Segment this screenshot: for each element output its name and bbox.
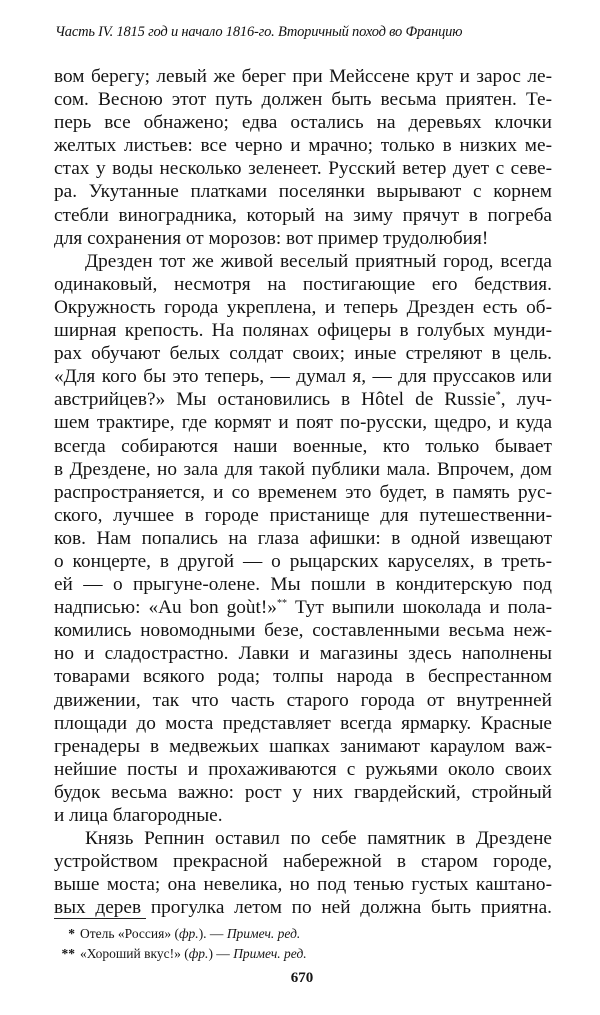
text-line: движении, так что часть старого города от внутренней — [54, 689, 552, 711]
footnote-mark: ** — [61, 946, 75, 961]
footnote-ref-2[interactable]: ** — [276, 598, 287, 610]
footnote-text: Отель «Россия» ( — [80, 926, 179, 941]
footnote-editor-note: Примеч. ред. — [226, 926, 301, 941]
line-text-after: , луч- — [500, 389, 552, 411]
text-line: площади до моста представляет всегда ярмарку. Красные — [54, 712, 552, 734]
footnote-text-mid: ) — — [208, 946, 234, 961]
text-line: ков. Нам попались на глаза афишки: в одной извещают — [54, 527, 552, 549]
line-text-after: Тут выпили шоколада и пола- — [286, 597, 552, 619]
text-line: выше моста; она невелика, но под тенью густых каштано- — [54, 874, 552, 896]
text-line: рах обучают белых солдат своих; иные стреляют в цель. — [54, 343, 552, 365]
text-line-with-footnote-ref — [54, 596, 552, 619]
text-line: стах у воды несколько зеленеет. Русский ветер дует с севе- — [54, 158, 552, 180]
paragraph-start-line: Дрезден тот же живой веселый приятный город, всегда — [85, 250, 552, 272]
line-text-before: австрийцев?» Мы остановились в Hôtel de Russie — [54, 389, 496, 411]
text-line: ширная крепость. На полянах офицеры в голубых мунди- — [54, 320, 552, 342]
text-line-with-footnote-ref — [54, 388, 552, 411]
running-head: Часть IV. 1815 год и начало 1816-го. Вторичный поход во Францию — [55, 24, 463, 40]
text-line: и лица благородные. — [54, 805, 223, 826]
text-line: распространяется, и со временем это будет, в память рус- — [54, 481, 552, 503]
text-line: одинаковый, несмотря на постигающие его бедствия. — [54, 273, 552, 295]
footnotes — [54, 924, 554, 964]
footnote-mark: * — [68, 926, 75, 941]
text-line: стебли виноградника, который на зиму прячут в погреба — [54, 204, 552, 226]
page-number: 670 — [290, 970, 314, 986]
paragraph-start-line: Князь Репнин оставил по себе памятник в Дрездене — [85, 828, 552, 850]
footnote-1 — [54, 924, 554, 944]
text-line: шем трактире, где кормят и поят по-русски, щедро, и куда — [54, 412, 552, 434]
text-line: будок весьма важно: рост у них гвардейский, стройный — [54, 781, 552, 803]
text-line: но и сладострастно. Лавки и магазины здесь наполнены — [54, 643, 552, 665]
line-text-before: надписью: «Au bon goùt!» — [54, 597, 277, 619]
text-line: ского, лучшее в городе пристанище для путешественни- — [54, 504, 552, 526]
text-line: вых дерев прогулка летом по ней должна быть приятна. — [54, 897, 552, 919]
text-line: Окружность города укреплена, и теперь Дрезден есть об- — [54, 296, 552, 318]
text-line: вом берегу; левый же берег при Мейссене крут и зарос ле- — [54, 66, 552, 87]
footnote-abbr: фр. — [188, 946, 209, 961]
text-line: товарами всякого рода; толпы народа в беспрестанном — [54, 666, 552, 688]
text-line: в Дрездене, но зала для такой публики мала. Впрочем, дом — [54, 458, 552, 480]
text-line: ей — о прыгуне-олене. Мы пошли в кондитерскую под — [54, 574, 552, 596]
body-text — [54, 65, 552, 919]
text-line: перь все обнажено; едва остались на деревьях клочки — [54, 112, 552, 134]
footnote-ref-1[interactable]: * — [495, 390, 501, 402]
footnote-divider — [54, 918, 146, 919]
text-line: комились новомодными безе, составленными весьма неж- — [54, 620, 552, 642]
text-line: гренадеры в медвежьих шапках занимают караулом важ- — [54, 735, 552, 757]
text-line: нейшие посты и прохаживаются с ружьями около своих — [54, 758, 552, 780]
text-line: о концерте, в другой — о рыцарских каруселях, в треть- — [54, 550, 552, 572]
text-line: ра. Укутанные платками поселянки вырывают с корнем — [54, 181, 552, 203]
footnote-editor-note: Примеч. ред. — [233, 946, 307, 961]
footnote-2 — [54, 944, 554, 964]
footnote-text: «Хороший вкус!» ( — [80, 946, 189, 961]
text-line: всегда собираются наши военные, кто только бывает — [54, 435, 552, 457]
text-line: желтых листьев: все черно и мрачно; только в низких ме- — [54, 135, 552, 157]
text-line: для сохранения от морозов: вот пример трудолюбия! — [54, 227, 489, 249]
footnote-abbr: фр. — [178, 926, 199, 941]
text-line: сом. Весною этот путь должен быть весьма приятен. Те- — [54, 89, 552, 111]
footnote-text-mid: ). — — [198, 926, 227, 941]
text-line: «Для кого бы это теперь, — думал я, — для пруссаков или — [54, 366, 552, 388]
text-line: устройством прекрасной набережной в старом городе, — [54, 851, 552, 873]
